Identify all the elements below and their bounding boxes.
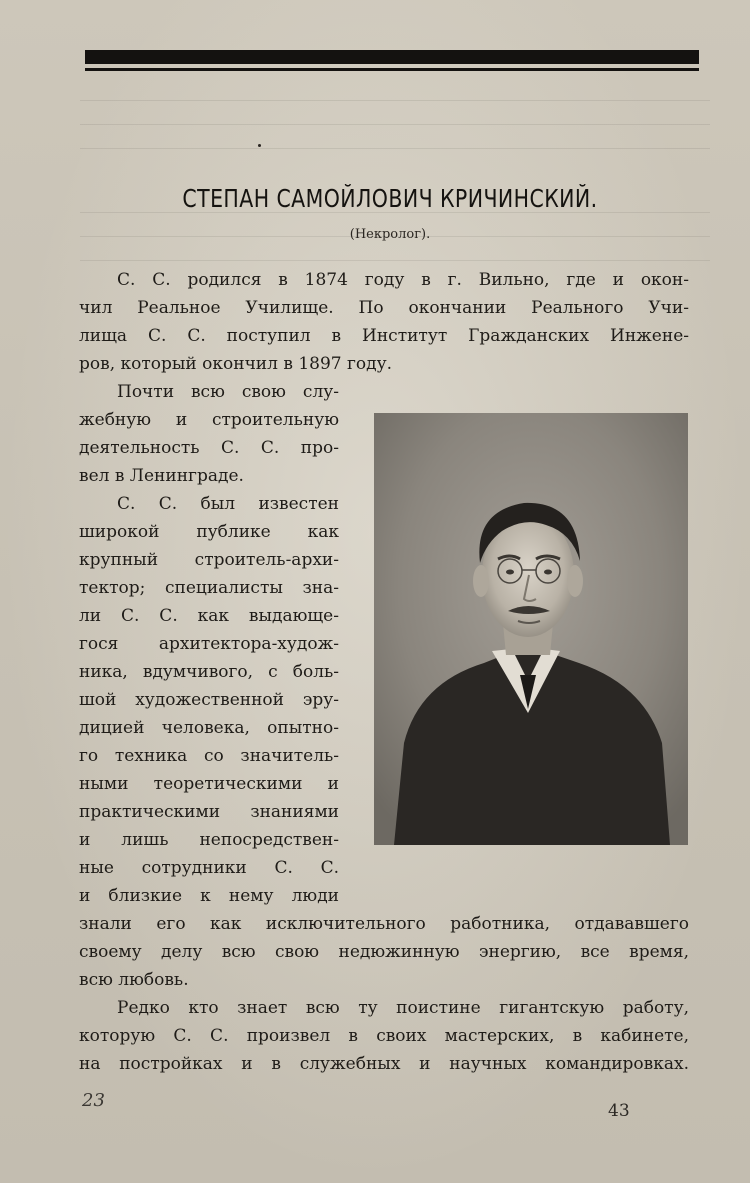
text-line: и лишь непосредствен-: [79, 830, 339, 850]
text-line: практическими знаниями: [79, 802, 339, 822]
text-line: деятельность С. С. про-: [79, 438, 339, 458]
text-line: которую С. С. произвел в своих мастерских, в кабинете,: [79, 1026, 689, 1046]
ink-dot: [258, 144, 261, 147]
text-line: ными теоретическими и: [79, 774, 339, 794]
text-line: го техника со значитель-: [79, 746, 339, 766]
text-line: гося архитектора-худож-: [79, 634, 339, 654]
text-line: чил Реальное Училище. По окончании Реального Учи-: [79, 298, 689, 318]
article-subtitle: (Некролог).: [349, 227, 431, 242]
text-line: лища С. С. поступил в Институт Гражданских Инжене-: [79, 326, 689, 346]
article-title: СТЕПАН САМОЙЛОВИЧ КРИЧИНСКИЙ.: [182, 184, 598, 213]
bleed-through-line: [80, 124, 710, 125]
text-line: С. С. родился в 1874 году в г. Вильно, где и окон-: [117, 270, 689, 290]
text-line: Почти всю свою слу-: [117, 382, 339, 402]
text-line: своему делу всю свою недюжинную энергию, все время,: [79, 942, 689, 962]
text-line: на постройках и в служебных и научных командировках.: [79, 1054, 689, 1074]
text-line: ника, вдумчивого, с боль-: [79, 662, 339, 682]
text-line: Редко кто знает всю ту поистине гигантскую работу,: [117, 998, 689, 1018]
text-line: С. С. был известен: [117, 494, 339, 514]
text-line: знали его как исключительного работника, отдававшего: [79, 914, 689, 934]
text-line: шой художественной эру-: [79, 690, 339, 710]
page-number: 43: [608, 1101, 630, 1121]
handwritten-mark: 23: [82, 1090, 105, 1111]
text-line: дицией человека, опытно-: [79, 718, 339, 738]
bleed-through-line: [80, 148, 710, 149]
portrait-photo: [374, 413, 688, 845]
text-line: ров, который окончил в 1897 году.: [79, 354, 392, 374]
text-line: тектор; специалисты зна-: [79, 578, 339, 598]
text-line: ные сотрудники С. С.: [79, 858, 339, 878]
bleed-through-line: [80, 100, 710, 101]
bleed-through-line: [80, 260, 710, 261]
text-line: жебную и строительную: [79, 410, 339, 430]
header-rule-thick: [85, 50, 699, 64]
header-rule-thin: [85, 68, 699, 71]
text-line: ли С. С. как выдающе-: [79, 606, 339, 626]
text-line: широкой публике как: [79, 522, 339, 542]
text-line: вел в Ленинграде.: [79, 466, 244, 486]
text-line: и близкие к нему люди: [79, 886, 339, 906]
text-line: всю любовь.: [79, 970, 189, 990]
text-line: крупный строитель-архи-: [79, 550, 339, 570]
